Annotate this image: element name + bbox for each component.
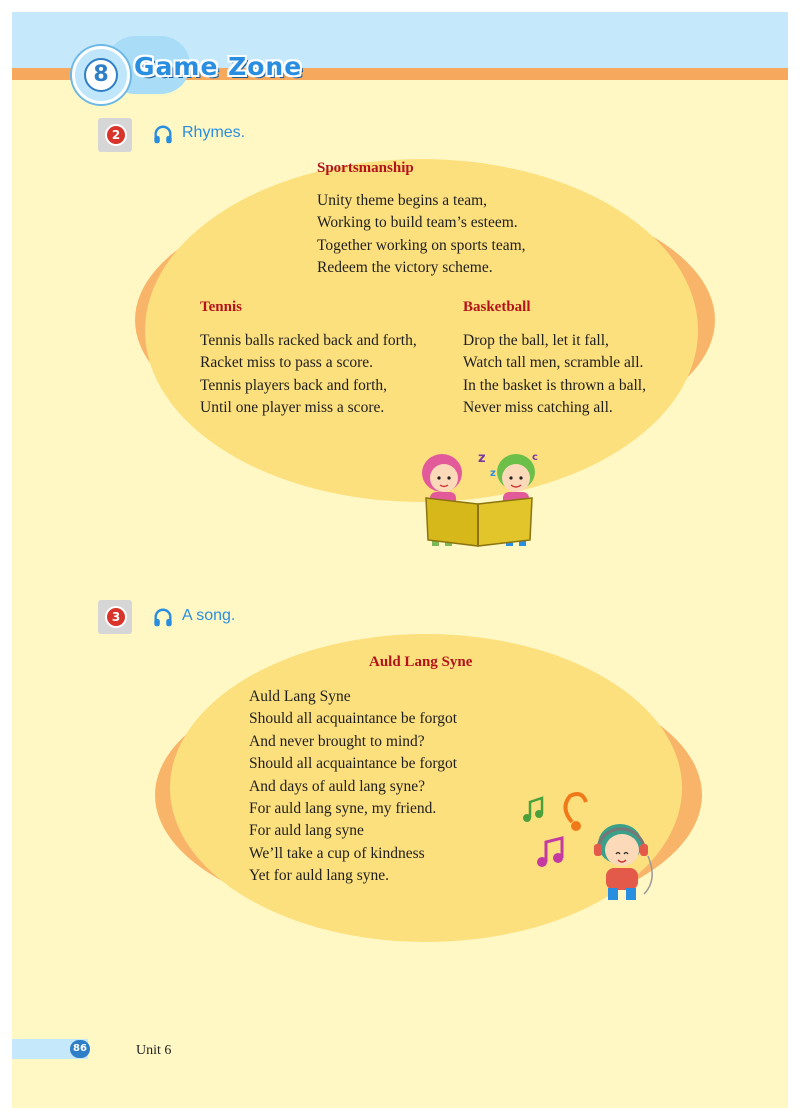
- poem-line: Never miss catching all.: [463, 399, 613, 417]
- poem-line: Drop the ball, let it fall,: [463, 332, 609, 349]
- poem-line: Unity theme begins a team,: [317, 192, 488, 209]
- poem-body-basketball: [463, 330, 646, 420]
- child-listening-music-illustration: [520, 784, 660, 904]
- poem-body-tennis: [200, 330, 417, 420]
- poem-line: Working to build team’s esteem.: [317, 214, 518, 232]
- activity-number-tile-3: [98, 600, 132, 634]
- lyric-line: For auld lang syne, my friend.: [249, 800, 437, 818]
- poem-body-sportsmanship: [317, 190, 526, 280]
- lyric-line: For auld lang syne: [249, 822, 364, 840]
- svg-text:z: z: [478, 451, 486, 466]
- lyric-line: Auld Lang Syne: [249, 688, 351, 705]
- lyric-line: And never brought to mind?: [249, 732, 425, 750]
- poem-line: Redeem the victory scheme.: [317, 259, 493, 277]
- poem-line: Together working on sports team,: [317, 236, 526, 254]
- unit-label: Unit 6: [136, 1043, 172, 1058]
- lyric-line: Should all acquaintance be forgot: [249, 710, 458, 728]
- lyric-line: And days of auld lang syne?: [249, 777, 426, 795]
- poem-line: Tennis players back and forth,: [200, 376, 388, 394]
- poem-line: Until one player miss a score.: [200, 399, 385, 417]
- poem-title-basketball: Basketball: [463, 299, 531, 315]
- headphones-icon[interactable]: [152, 124, 174, 146]
- section-number: 8: [84, 58, 118, 92]
- textbook-page: [12, 12, 788, 1108]
- poem-title-sportsmanship: Sportsmanship: [317, 160, 414, 176]
- poem-line: Racket miss to pass a score.: [200, 354, 374, 372]
- poem-line: Tennis balls racked back and forth,: [200, 332, 417, 349]
- section-label-rhymes: Rhymes.: [182, 124, 246, 141]
- children-reading-illustration: [408, 440, 548, 552]
- song-title: Auld Lang Syne: [369, 654, 473, 670]
- headphones-icon[interactable]: [152, 607, 174, 629]
- svg-text:c: c: [532, 452, 538, 463]
- poem-title-tennis: Tennis: [200, 299, 242, 315]
- poem-line: In the basket is thrown a ball,: [463, 376, 646, 394]
- page-title: Game Zone: [134, 52, 303, 81]
- section-number-badge: [72, 46, 130, 104]
- svg-text:z: z: [490, 468, 496, 479]
- lyric-line: Yet for auld lang syne.: [249, 867, 390, 885]
- poem-line: Watch tall men, scramble all.: [463, 354, 644, 372]
- lyric-line: Should all acquaintance be forgot: [249, 755, 458, 773]
- lyric-line: We’ll take a cup of kindness: [249, 844, 425, 862]
- activity-number-2: 2: [105, 124, 127, 146]
- song-lyrics: [249, 686, 457, 888]
- activity-number-tile-2: [98, 118, 132, 152]
- activity-number-3: 3: [105, 606, 127, 628]
- section-label-song: A song.: [182, 607, 236, 624]
- page-number: 86: [70, 1040, 90, 1058]
